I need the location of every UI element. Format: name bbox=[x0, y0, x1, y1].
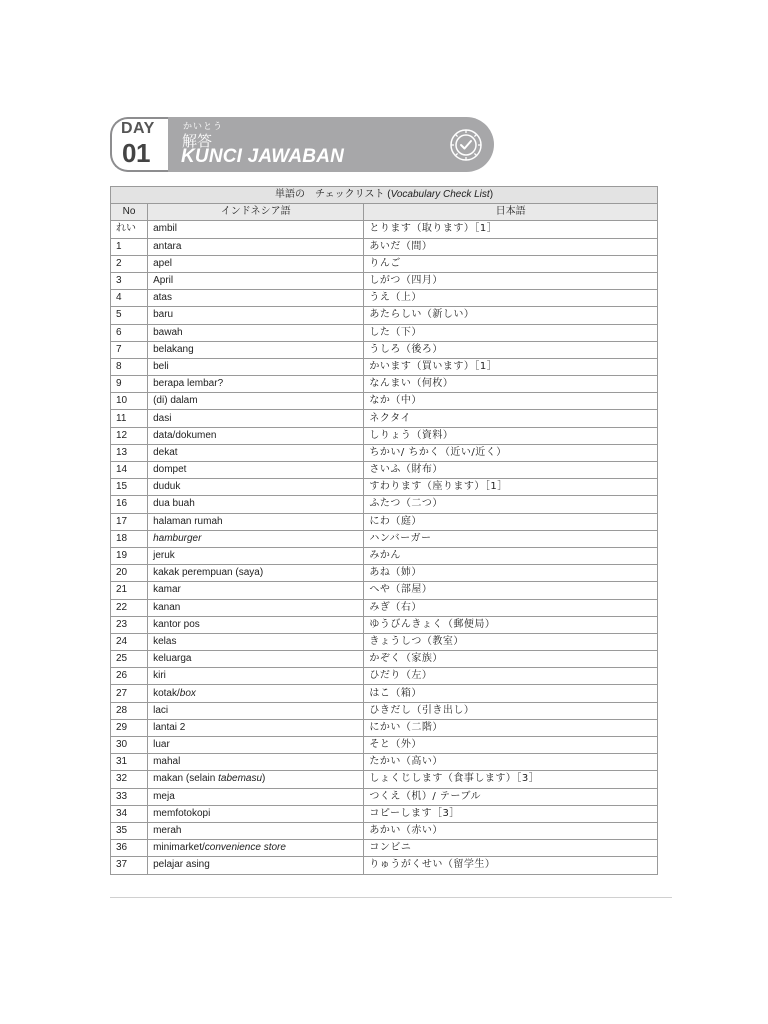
cell-japanese: にかい（二階） bbox=[364, 719, 658, 736]
cell-indonesian: atas bbox=[148, 290, 364, 307]
cell-japanese: ネクタイ bbox=[364, 410, 658, 427]
table-row bbox=[111, 479, 658, 496]
cell-japanese: しょくじします（食事します）［3］ bbox=[364, 771, 658, 788]
cell-japanese: なんまい（何枚） bbox=[364, 376, 658, 393]
table-row bbox=[111, 324, 658, 341]
cell-no: 37 bbox=[111, 857, 148, 874]
cell-no: 12 bbox=[111, 427, 148, 444]
cell-no: 3 bbox=[111, 272, 148, 289]
cell-indonesian: (di) dalam bbox=[148, 393, 364, 410]
cell-japanese: すわります（座ります）［1］ bbox=[364, 479, 658, 496]
cell-no: 28 bbox=[111, 702, 148, 719]
table-row bbox=[111, 616, 658, 633]
cell-indonesian: hamburger bbox=[148, 530, 364, 547]
table-row bbox=[111, 290, 658, 307]
cell-japanese: みぎ（右） bbox=[364, 599, 658, 616]
cell-no: 21 bbox=[111, 582, 148, 599]
cell-indonesian: meja bbox=[148, 788, 364, 805]
cell-no: 15 bbox=[111, 479, 148, 496]
cell-no: 1 bbox=[111, 238, 148, 255]
cell-japanese: とります（取ります）［1］ bbox=[364, 221, 658, 238]
cell-japanese: はこ（箱） bbox=[364, 685, 658, 702]
cell-japanese: さいふ（財布） bbox=[364, 462, 658, 479]
cell-japanese: しりょう（資料） bbox=[364, 427, 658, 444]
cell-japanese: りんご bbox=[364, 255, 658, 272]
cell-indonesian: memfotokopi bbox=[148, 805, 364, 822]
table-row bbox=[111, 255, 658, 272]
cell-no: 29 bbox=[111, 719, 148, 736]
cell-indonesian: kiri bbox=[148, 668, 364, 685]
check-badge-icon bbox=[449, 128, 483, 162]
cell-no: 32 bbox=[111, 771, 148, 788]
cell-japanese: きょうしつ（教室） bbox=[364, 633, 658, 650]
cell-japanese: ひだり（左） bbox=[364, 668, 658, 685]
cell-no: 30 bbox=[111, 737, 148, 754]
table-row bbox=[111, 565, 658, 582]
cell-indonesian: dekat bbox=[148, 444, 364, 461]
cell-indonesian bbox=[148, 685, 364, 702]
cell-no: 26 bbox=[111, 668, 148, 685]
cell-indonesian: beli bbox=[148, 358, 364, 375]
cell-indonesian: bawah bbox=[148, 324, 364, 341]
table-row bbox=[111, 496, 658, 513]
cell-japanese: ハンバーガー bbox=[364, 530, 658, 547]
cell-indonesian: ambil bbox=[148, 221, 364, 238]
cell-no: 34 bbox=[111, 805, 148, 822]
cell-indonesian: kantor pos bbox=[148, 616, 364, 633]
cell-indonesian: dompet bbox=[148, 462, 364, 479]
cell-japanese: うしろ（後ろ） bbox=[364, 341, 658, 358]
cell-japanese: コピーします［3］ bbox=[364, 805, 658, 822]
table-row bbox=[111, 462, 658, 479]
cell-japanese: ゆうびんきょく（郵便局） bbox=[364, 616, 658, 633]
table-row bbox=[111, 771, 658, 788]
cell-indonesian: berapa lembar? bbox=[148, 376, 364, 393]
cell-indonesian-italic: box bbox=[179, 687, 196, 699]
table-row bbox=[111, 358, 658, 375]
cell-indonesian: laci bbox=[148, 702, 364, 719]
cell-japanese: みかん bbox=[364, 547, 658, 564]
cell-no: 13 bbox=[111, 444, 148, 461]
column-header-no: No bbox=[111, 204, 148, 221]
cell-no: 6 bbox=[111, 324, 148, 341]
table-row bbox=[111, 840, 658, 857]
cell-indonesian: April bbox=[148, 272, 364, 289]
cell-indonesian: baru bbox=[148, 307, 364, 324]
table-row bbox=[111, 547, 658, 564]
cell-indonesian-part: makan (selain bbox=[153, 773, 219, 785]
cell-japanese: あたらしい（新しい） bbox=[364, 307, 658, 324]
cell-indonesian: luar bbox=[148, 737, 364, 754]
table-row bbox=[111, 685, 658, 702]
cell-indonesian-part: ) bbox=[262, 773, 266, 785]
cell-indonesian: mahal bbox=[148, 754, 364, 771]
cell-indonesian: merah bbox=[148, 822, 364, 839]
table-title-en: Vocabulary Check List bbox=[390, 189, 490, 201]
cell-no: 27 bbox=[111, 685, 148, 702]
cell-no: 23 bbox=[111, 616, 148, 633]
table-row bbox=[111, 427, 658, 444]
cell-no: 8 bbox=[111, 358, 148, 375]
cell-indonesian: kelas bbox=[148, 633, 364, 650]
cell-japanese: そと（外） bbox=[364, 737, 658, 754]
table-row bbox=[111, 410, 658, 427]
cell-japanese: ふたつ（二つ） bbox=[364, 496, 658, 513]
cell-no: 7 bbox=[111, 341, 148, 358]
cell-japanese: した（下） bbox=[364, 324, 658, 341]
table-header-row bbox=[111, 204, 658, 221]
cell-no: 4 bbox=[111, 290, 148, 307]
day-number: 01 bbox=[122, 138, 150, 168]
cell-indonesian-part: kotak/ bbox=[153, 687, 180, 699]
table-row bbox=[111, 341, 658, 358]
cell-japanese: ちかい/ ちかく（近い/近く） bbox=[364, 444, 658, 461]
kanji-ruby: かいとう bbox=[183, 121, 224, 131]
vocabulary-table bbox=[110, 186, 658, 875]
cell-japanese: ひきだし（引き出し） bbox=[364, 702, 658, 719]
cell-no: 36 bbox=[111, 840, 148, 857]
cell-japanese: あかい（赤い） bbox=[364, 822, 658, 839]
cell-indonesian: lantai 2 bbox=[148, 719, 364, 736]
table-row bbox=[111, 633, 658, 650]
cell-japanese: かいます（買います）［1］ bbox=[364, 358, 658, 375]
cell-no: 25 bbox=[111, 651, 148, 668]
cell-no: 24 bbox=[111, 633, 148, 650]
cell-japanese: たかい（高い） bbox=[364, 754, 658, 771]
cell-indonesian-italic: tabemasu bbox=[218, 773, 263, 785]
page-title: KUNCI JAWABAN bbox=[181, 146, 345, 167]
cell-japanese: あいだ（間） bbox=[364, 238, 658, 255]
cell-no: 2 bbox=[111, 255, 148, 272]
day-label: DAY bbox=[121, 120, 155, 137]
table-row bbox=[111, 307, 658, 324]
cell-indonesian: kamar bbox=[148, 582, 364, 599]
cell-indonesian: kakak perempuan (saya) bbox=[148, 565, 364, 582]
cell-japanese: うえ（上） bbox=[364, 290, 658, 307]
cell-no: 18 bbox=[111, 530, 148, 547]
cell-indonesian: apel bbox=[148, 255, 364, 272]
cell-indonesian: keluarga bbox=[148, 651, 364, 668]
cell-no: 35 bbox=[111, 822, 148, 839]
cell-indonesian bbox=[148, 771, 364, 788]
table-row bbox=[111, 530, 658, 547]
column-header-indonesian: インドネシア語 bbox=[148, 204, 364, 221]
table-row bbox=[111, 702, 658, 719]
cell-indonesian: dua buah bbox=[148, 496, 364, 513]
cell-no: 19 bbox=[111, 547, 148, 564]
cell-indonesian-part: minimarket/ bbox=[153, 842, 205, 854]
cell-indonesian: data/dokumen bbox=[148, 427, 364, 444]
table-row bbox=[111, 754, 658, 771]
cell-no: 31 bbox=[111, 754, 148, 771]
cell-no: 22 bbox=[111, 599, 148, 616]
cell-japanese: コンビニ bbox=[364, 840, 658, 857]
cell-no: 20 bbox=[111, 565, 148, 582]
table-row bbox=[111, 238, 658, 255]
cell-no: 14 bbox=[111, 462, 148, 479]
cell-japanese: あね（姉） bbox=[364, 565, 658, 582]
cell-no: 5 bbox=[111, 307, 148, 324]
table-row bbox=[111, 376, 658, 393]
cell-japanese: なか（中） bbox=[364, 393, 658, 410]
cell-indonesian-italic: convenience store bbox=[204, 842, 286, 854]
table-row bbox=[111, 582, 658, 599]
table-title-jp: 単語の チェックリスト bbox=[274, 189, 385, 201]
table-row bbox=[111, 393, 658, 410]
cell-indonesian: antara bbox=[148, 238, 364, 255]
table-row bbox=[111, 788, 658, 805]
cell-indonesian: kanan bbox=[148, 599, 364, 616]
table-row bbox=[111, 599, 658, 616]
table-row bbox=[111, 822, 658, 839]
cell-indonesian: halaman rumah bbox=[148, 513, 364, 530]
table-row bbox=[111, 444, 658, 461]
header-kanji: 解答 bbox=[182, 132, 213, 150]
table-row bbox=[111, 719, 658, 736]
table-row bbox=[111, 651, 658, 668]
cell-no: 16 bbox=[111, 496, 148, 513]
cell-no: れい bbox=[111, 221, 148, 238]
column-header-japanese: 日本語 bbox=[364, 204, 658, 221]
cell-no: 10 bbox=[111, 393, 148, 410]
cell-no: 9 bbox=[111, 376, 148, 393]
cell-indonesian: belakang bbox=[148, 341, 364, 358]
table-row bbox=[111, 513, 658, 530]
cell-japanese: かぞく（家族） bbox=[364, 651, 658, 668]
table-row bbox=[111, 668, 658, 685]
table-title-row bbox=[111, 187, 658, 204]
cell-japanese: つくえ（机）/ テーブル bbox=[364, 788, 658, 805]
cell-no: 11 bbox=[111, 410, 148, 427]
cell-japanese: にわ（庭） bbox=[364, 513, 658, 530]
table-row bbox=[111, 805, 658, 822]
table-row bbox=[111, 272, 658, 289]
footer-divider bbox=[110, 897, 672, 898]
cell-japanese: しがつ（四月） bbox=[364, 272, 658, 289]
cell-indonesian: jeruk bbox=[148, 547, 364, 564]
cell-indonesian: dasi bbox=[148, 410, 364, 427]
cell-no: 33 bbox=[111, 788, 148, 805]
table-row bbox=[111, 857, 658, 874]
cell-indonesian bbox=[148, 840, 364, 857]
cell-japanese: りゅうがくせい（留学生） bbox=[364, 857, 658, 874]
cell-indonesian: pelajar asing bbox=[148, 857, 364, 874]
table-title: 単語の チェックリスト (Vocabulary Check List) bbox=[111, 187, 658, 204]
table-row bbox=[111, 737, 658, 754]
table-row bbox=[111, 221, 658, 238]
cell-no: 17 bbox=[111, 513, 148, 530]
cell-indonesian: duduk bbox=[148, 479, 364, 496]
cell-japanese: へや（部屋） bbox=[364, 582, 658, 599]
